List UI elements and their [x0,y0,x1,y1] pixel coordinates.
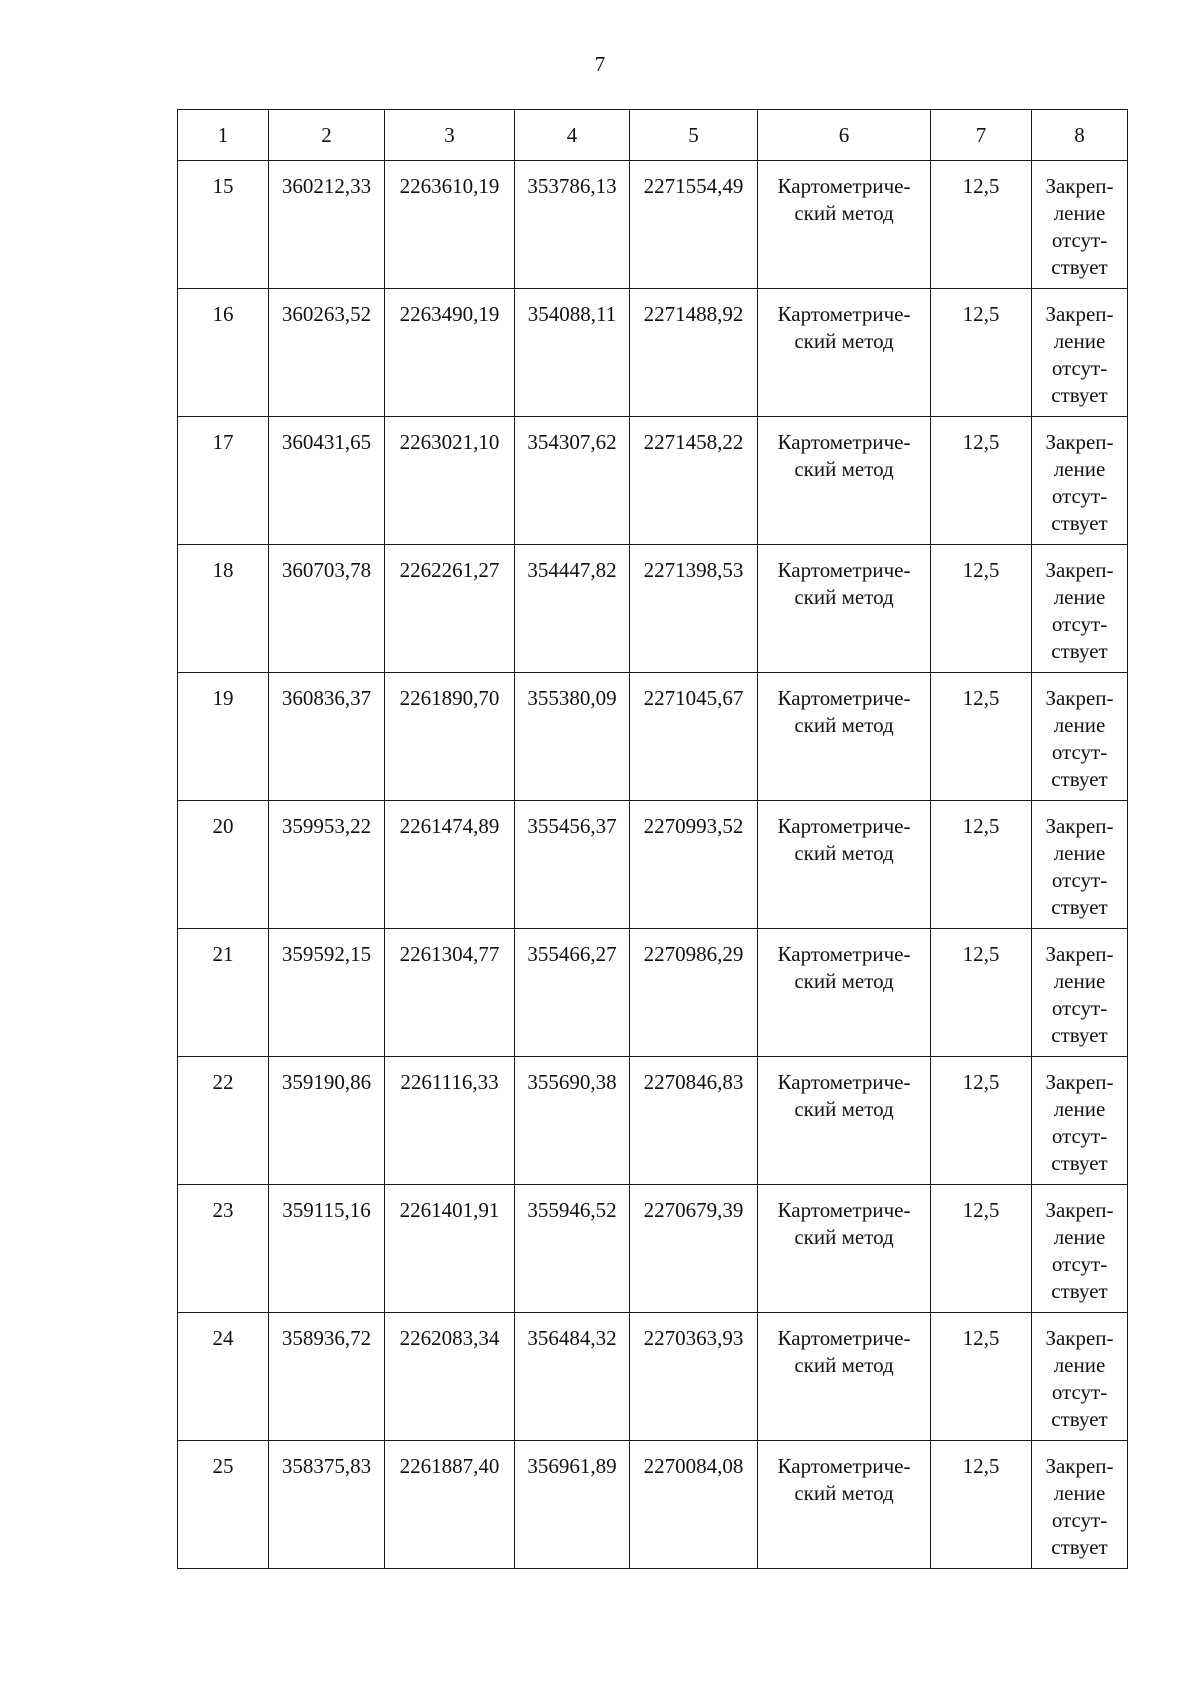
fixing-line-3: отсут- [1051,1380,1108,1404]
coord-cell-3: 2261890,70 [385,673,515,801]
method-line-1: Картометриче- [777,942,911,966]
coord-cell-5: 2270846,83 [630,1057,758,1185]
coord-cell-2: 360263,52 [269,289,385,417]
method-line-1: Картометриче- [777,1326,911,1350]
point-number-cell: 24 [178,1313,269,1441]
fixing-line-1: Закреп- [1045,1070,1114,1094]
method-line-1: Картометриче- [777,1198,911,1222]
method-cell [758,289,931,417]
table-header-row [178,110,1128,161]
header-cell-8: 8 [1032,110,1128,161]
accuracy-cell: 12,5 [931,161,1032,289]
point-number-cell: 20 [178,801,269,929]
coord-cell-5: 2271458,22 [630,417,758,545]
header-cell-2: 2 [269,110,385,161]
fixing-line-3: отсут- [1051,1508,1108,1532]
coord-cell-4: 353786,13 [515,161,630,289]
table-row [178,1185,1128,1313]
point-number-cell: 21 [178,929,269,1057]
coord-cell-5: 2270363,93 [630,1313,758,1441]
coord-cell-2: 360431,65 [269,417,385,545]
method-line-2: ский метод [794,329,894,353]
fixing-line-1: Закреп- [1045,558,1114,582]
coord-cell-2: 359115,16 [269,1185,385,1313]
header-cell-3: 3 [385,110,515,161]
fixing-cell [1032,289,1128,417]
fixing-line-2: ление [1053,1225,1106,1249]
accuracy-cell: 12,5 [931,929,1032,1057]
header-cell-1: 1 [178,110,269,161]
point-number-cell: 25 [178,1441,269,1569]
fixing-line-4: ствует [1051,895,1108,919]
coord-cell-4: 356484,32 [515,1313,630,1441]
fixing-line-3: отсут- [1051,1252,1108,1276]
header-cell-7: 7 [931,110,1032,161]
table-row [178,929,1128,1057]
coord-cell-2: 360703,78 [269,545,385,673]
point-number-cell: 23 [178,1185,269,1313]
fixing-line-1: Закреп- [1045,430,1114,454]
fixing-line-3: отсут- [1051,1124,1108,1148]
fixing-cell [1032,417,1128,545]
table-row [178,289,1128,417]
fixing-line-4: ствует [1051,1279,1108,1303]
table-row [178,673,1128,801]
coord-cell-5: 2270986,29 [630,929,758,1057]
coord-cell-2: 359592,15 [269,929,385,1057]
method-line-1: Картометриче- [777,430,911,454]
table-body [178,110,1128,1569]
method-cell [758,1313,931,1441]
fixing-cell [1032,1185,1128,1313]
coord-cell-4: 355946,52 [515,1185,630,1313]
fixing-line-3: отсут- [1051,228,1108,252]
coord-cell-3: 2263021,10 [385,417,515,545]
method-cell [758,673,931,801]
point-number-cell: 22 [178,1057,269,1185]
method-line-2: ский метод [794,713,894,737]
fixing-line-3: отсут- [1051,612,1108,636]
method-line-1: Картометриче- [777,814,911,838]
method-cell [758,545,931,673]
fixing-cell [1032,1313,1128,1441]
fixing-line-3: отсут- [1051,356,1108,380]
table-row [178,545,1128,673]
accuracy-cell: 12,5 [931,289,1032,417]
method-line-2: ский метод [794,969,894,993]
fixing-line-1: Закреп- [1045,814,1114,838]
coord-cell-3: 2261474,89 [385,801,515,929]
method-line-1: Картометриче- [777,174,911,198]
fixing-line-2: ление [1053,841,1106,865]
fixing-line-2: ление [1053,329,1106,353]
fixing-line-1: Закреп- [1045,1454,1114,1478]
fixing-cell [1032,1057,1128,1185]
coord-cell-4: 354307,62 [515,417,630,545]
coord-cell-4: 355380,09 [515,673,630,801]
method-line-1: Картометриче- [777,558,911,582]
fixing-line-2: ление [1053,457,1106,481]
fixing-line-3: отсут- [1051,740,1108,764]
table-row [178,1313,1128,1441]
coord-cell-2: 359953,22 [269,801,385,929]
fixing-line-2: ление [1053,713,1106,737]
coord-cell-5: 2270084,08 [630,1441,758,1569]
fixing-line-4: ствует [1051,639,1108,663]
page-number: 7 [594,52,606,76]
point-number-cell: 16 [178,289,269,417]
accuracy-cell: 12,5 [931,545,1032,673]
method-line-1: Картометриче- [777,1454,911,1478]
fixing-line-4: ствует [1051,511,1108,535]
fixing-cell [1032,673,1128,801]
fixing-line-2: ление [1053,969,1106,993]
coord-cell-3: 2263490,19 [385,289,515,417]
coord-cell-2: 360212,33 [269,161,385,289]
fixing-line-2: ление [1053,1353,1106,1377]
fixing-line-4: ствует [1051,1151,1108,1175]
method-cell [758,801,931,929]
fixing-line-1: Закреп- [1045,942,1114,966]
method-line-1: Картометриче- [777,686,911,710]
fixing-line-4: ствует [1051,767,1108,791]
coord-cell-3: 2261116,33 [385,1057,515,1185]
method-line-2: ский метод [794,1225,894,1249]
fixing-line-1: Закреп- [1045,1326,1114,1350]
coord-cell-4: 354447,82 [515,545,630,673]
point-number-cell: 15 [178,161,269,289]
method-line-2: ский метод [794,1481,894,1505]
coordinates-table [177,109,1128,1569]
accuracy-cell: 12,5 [931,673,1032,801]
coord-cell-3: 2261401,91 [385,1185,515,1313]
method-cell [758,929,931,1057]
method-cell [758,1441,931,1569]
method-line-2: ский метод [794,841,894,865]
coord-cell-4: 355466,27 [515,929,630,1057]
method-line-1: Картометриче- [777,302,911,326]
method-line-2: ский метод [794,1353,894,1377]
fixing-line-3: отсут- [1051,996,1108,1020]
coord-cell-5: 2271488,92 [630,289,758,417]
fixing-line-3: отсут- [1051,484,1108,508]
coord-cell-4: 355456,37 [515,801,630,929]
coord-cell-4: 355690,38 [515,1057,630,1185]
coord-cell-2: 358375,83 [269,1441,385,1569]
coord-cell-5: 2271398,53 [630,545,758,673]
method-cell [758,1185,931,1313]
table-row [178,1441,1128,1569]
table-row [178,161,1128,289]
point-number-cell: 17 [178,417,269,545]
method-line-2: ский метод [794,457,894,481]
fixing-line-4: ствует [1051,1407,1108,1431]
table-row [178,417,1128,545]
method-line-2: ский метод [794,585,894,609]
fixing-line-1: Закреп- [1045,174,1114,198]
fixing-line-1: Закреп- [1045,1198,1114,1222]
fixing-line-2: ление [1053,1481,1106,1505]
accuracy-cell: 12,5 [931,417,1032,545]
method-cell [758,161,931,289]
fixing-line-2: ление [1053,1097,1106,1121]
method-cell [758,417,931,545]
coord-cell-4: 354088,11 [515,289,630,417]
coord-cell-5: 2270993,52 [630,801,758,929]
header-cell-6: 6 [758,110,931,161]
coord-cell-3: 2261304,77 [385,929,515,1057]
fixing-line-4: ствует [1051,383,1108,407]
fixing-cell [1032,1441,1128,1569]
fixing-line-4: ствует [1051,1535,1108,1559]
header-cell-5: 5 [630,110,758,161]
coord-cell-5: 2271554,49 [630,161,758,289]
fixing-line-2: ление [1053,585,1106,609]
coord-cell-3: 2263610,19 [385,161,515,289]
coord-cell-5: 2271045,67 [630,673,758,801]
coord-cell-3: 2262083,34 [385,1313,515,1441]
point-number-cell: 19 [178,673,269,801]
coord-cell-2: 360836,37 [269,673,385,801]
coord-cell-2: 358936,72 [269,1313,385,1441]
accuracy-cell: 12,5 [931,1057,1032,1185]
accuracy-cell: 12,5 [931,1313,1032,1441]
method-cell [758,1057,931,1185]
coord-cell-3: 2261887,40 [385,1441,515,1569]
coord-cell-4: 356961,89 [515,1441,630,1569]
fixing-cell [1032,801,1128,929]
method-line-2: ский метод [794,201,894,225]
table-row [178,801,1128,929]
fixing-line-4: ствует [1051,255,1108,279]
coord-cell-5: 2270679,39 [630,1185,758,1313]
fixing-line-4: ствует [1051,1023,1108,1047]
header-cell-4: 4 [515,110,630,161]
coord-cell-2: 359190,86 [269,1057,385,1185]
table-row [178,1057,1128,1185]
coord-cell-3: 2262261,27 [385,545,515,673]
accuracy-cell: 12,5 [931,801,1032,929]
fixing-line-1: Закреп- [1045,302,1114,326]
fixing-line-1: Закреп- [1045,686,1114,710]
accuracy-cell: 12,5 [931,1441,1032,1569]
point-number-cell: 18 [178,545,269,673]
fixing-cell [1032,161,1128,289]
accuracy-cell: 12,5 [931,1185,1032,1313]
method-line-1: Картометриче- [777,1070,911,1094]
fixing-cell [1032,545,1128,673]
method-line-2: ский метод [794,1097,894,1121]
fixing-line-3: отсут- [1051,868,1108,892]
fixing-line-2: ление [1053,201,1106,225]
fixing-cell [1032,929,1128,1057]
